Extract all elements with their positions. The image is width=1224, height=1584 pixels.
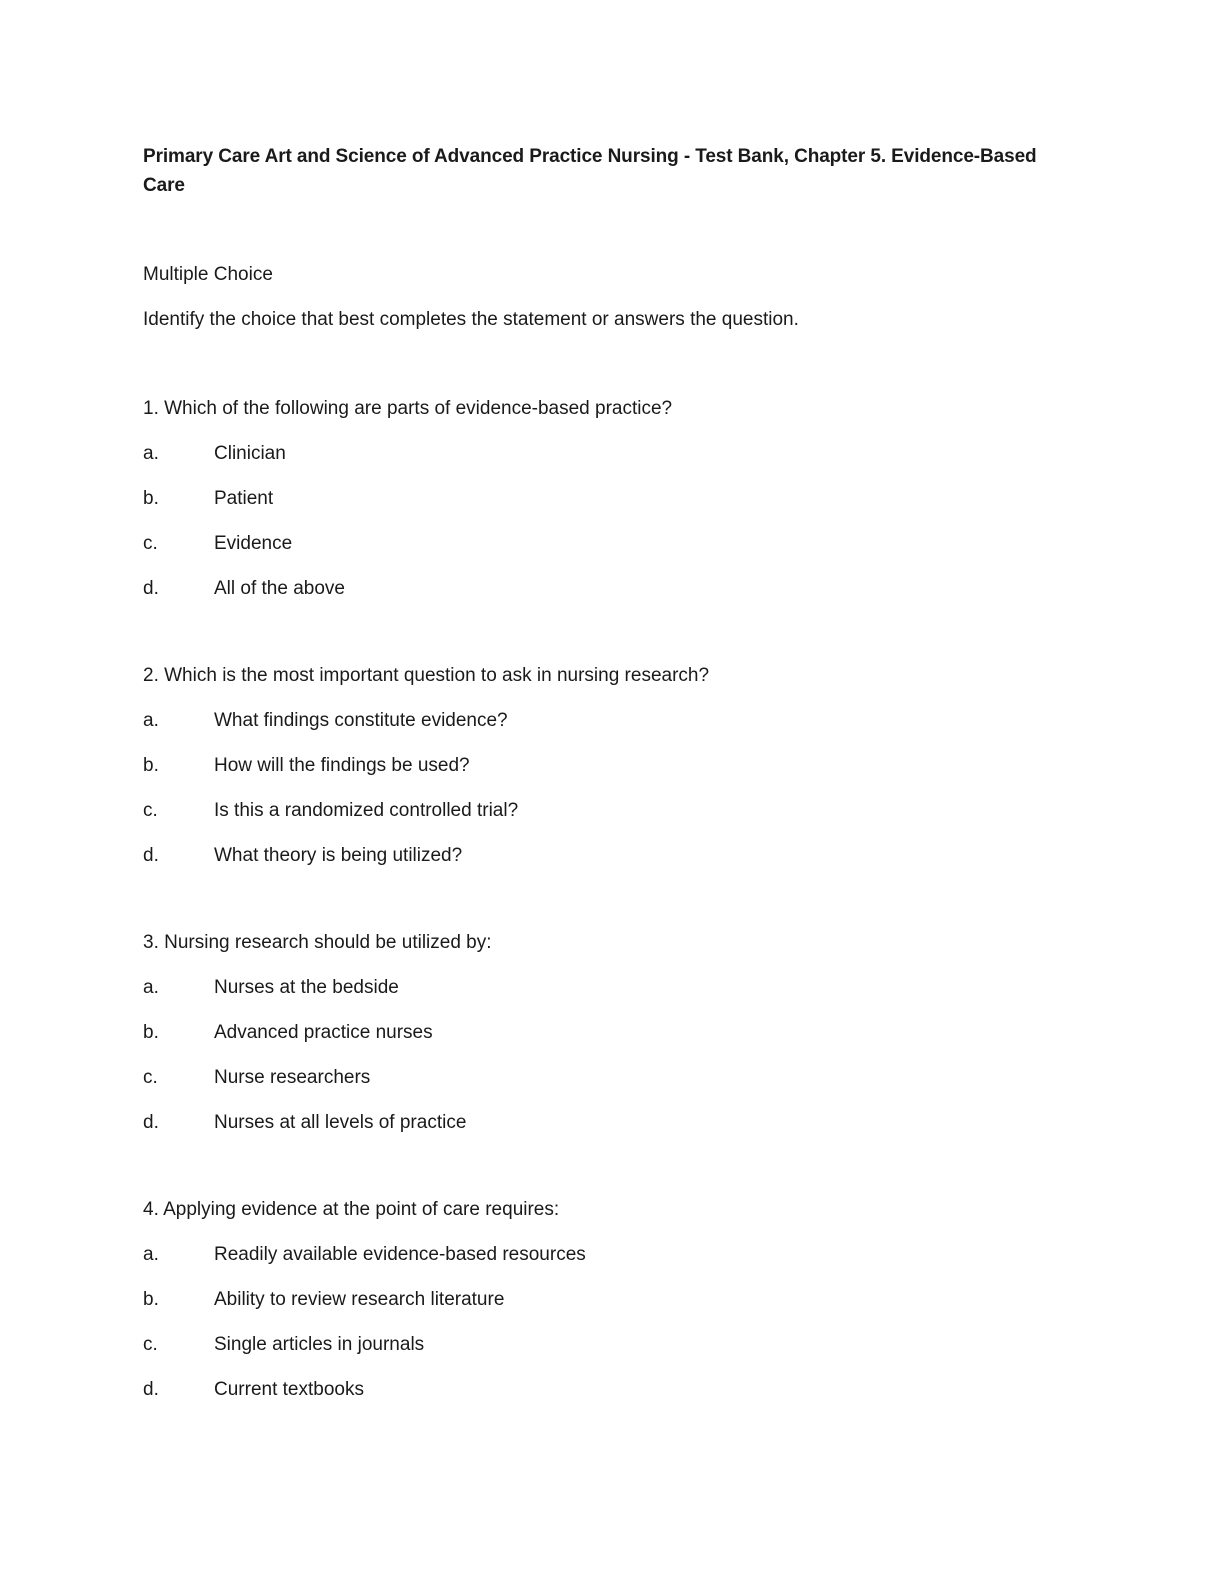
option-a [143,442,1063,466]
option-letter: d. [143,1379,159,1400]
option-b [143,1288,1063,1312]
option-letter: d. [143,578,159,599]
option-text: Nurses at all levels of practice [214,1112,467,1133]
option-letter: b. [143,1022,159,1043]
option-letter: b. [143,755,159,776]
question-stem: 3. Nursing research should be utilized by: [143,932,492,953]
option-letter: a. [143,977,159,998]
option-letter: a. [143,710,159,731]
option-c [143,1066,1063,1090]
option-letter: b. [143,488,159,509]
question-2 [143,664,1063,868]
option-c [143,532,1063,556]
option-text: Clinician [214,443,286,464]
document-title: Primary Care Art and Science of Advanced Practice Nursing - Test Bank, Chapter 5. Evidence-Based Care [143,146,1037,196]
option-letter: c. [143,533,158,554]
question-1 [143,397,1063,601]
option-text: Current textbooks [214,1379,364,1400]
document-content [143,142,1063,1400]
instructions-text: Identify the choice that best completes the statement or answers the question. [143,309,799,330]
option-text: All of the above [214,578,345,599]
option-c [143,799,1063,823]
option-b [143,487,1063,511]
option-letter: d. [143,845,159,866]
question-stem: 1. Which of the following are parts of evidence-based practice? [143,398,673,419]
option-text: Is this a randomized controlled trial? [214,800,519,821]
option-letter: c. [143,1334,158,1355]
option-letter: c. [143,800,158,821]
option-d [143,1378,1063,1402]
question-stem: 4. Applying evidence at the point of care requires: [143,1199,560,1220]
option-text: Nurse researchers [214,1067,371,1088]
option-text: Single articles in journals [214,1334,425,1355]
question-3 [143,931,1063,1135]
option-letter: c. [143,1067,158,1088]
question-4 [143,1198,1063,1402]
option-text: What theory is being utilized? [214,845,463,866]
option-d [143,577,1063,601]
option-b [143,754,1063,778]
option-text: Patient [214,488,274,509]
option-text: Readily available evidence-based resources [214,1244,586,1265]
section-heading: Multiple Choice [143,264,273,285]
option-d [143,844,1063,868]
option-a [143,1243,1063,1267]
option-d [143,1111,1063,1135]
question-stem: 2. Which is the most important question to ask in nursing research? [143,665,710,686]
option-c [143,1333,1063,1357]
option-letter: b. [143,1289,159,1310]
option-text: Ability to review research literature [214,1289,505,1310]
option-letter: d. [143,1112,159,1133]
option-letter: a. [143,1244,159,1265]
option-text: Evidence [214,533,293,554]
option-b [143,1021,1063,1045]
option-text: Advanced practice nurses [214,1022,433,1043]
option-text: How will the findings be used? [214,755,470,776]
option-text: What findings constitute evidence? [214,710,508,731]
option-letter: a. [143,443,159,464]
option-a [143,709,1063,733]
option-text: Nurses at the bedside [214,977,399,998]
option-a [143,976,1063,1000]
